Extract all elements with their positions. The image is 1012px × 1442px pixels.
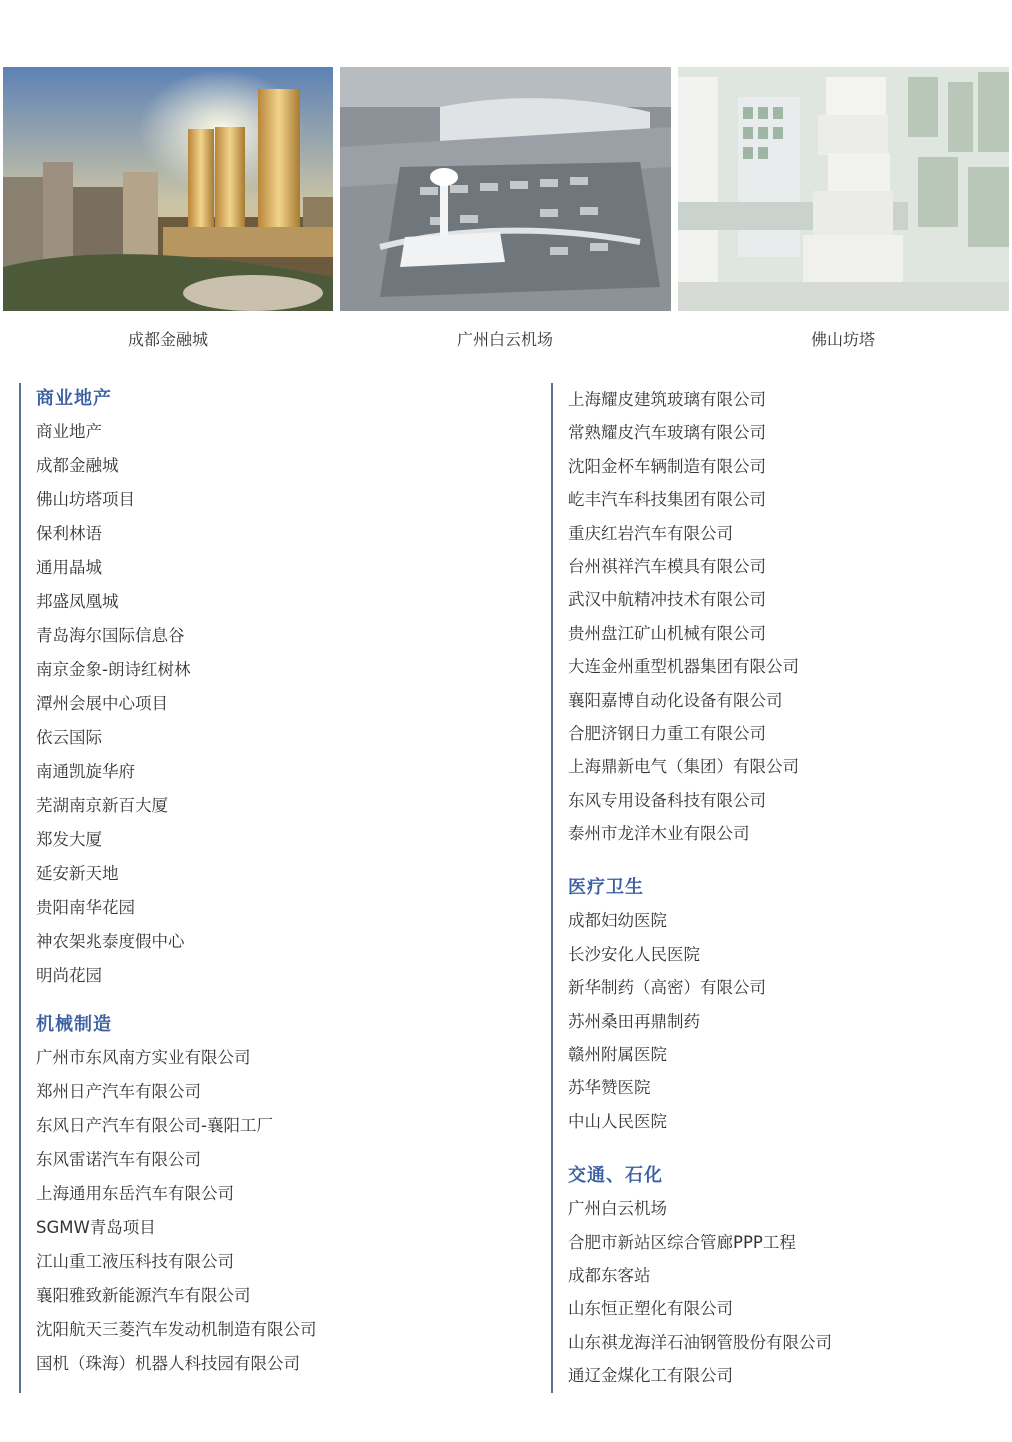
list-item: 沈阳航天三菱汽车发动机制造有限公司 (36, 1320, 317, 1339)
section-title: 医疗卫生 (568, 877, 644, 899)
section-title: 商业地产 (36, 388, 112, 409)
list-item: SGMW青岛项目 (36, 1218, 156, 1237)
section-gap (36, 993, 521, 1009)
list-item: 潭州会展中心项目 (36, 694, 168, 713)
list-item: 南通凯旋华府 (36, 762, 135, 781)
list-item: 郑发大厦 (36, 830, 102, 849)
list-item: 郑州日产汽车有限公司 (36, 1082, 201, 1101)
section-gap (568, 850, 993, 872)
list-item: 新华制药（高密）有限公司 (568, 978, 766, 998)
list-item: 屹丰汽车科技集团有限公司 (568, 490, 766, 510)
list-item: 上海通用东岳汽车有限公司 (36, 1184, 234, 1203)
list-item: 佛山坊塔项目 (36, 490, 135, 509)
list-item: 武汉中航精冲技术有限公司 (568, 590, 766, 610)
section-title: 交通、石化 (568, 1165, 663, 1187)
list-item: 延安新天地 (36, 864, 119, 883)
list-item: 大连金州重型机器集团有限公司 (568, 657, 799, 677)
list-item: 山东祺龙海洋石油钢管股份有限公司 (568, 1332, 832, 1352)
photo-caption-2: 广州白云机场 (456, 330, 553, 349)
item-list (36, 415, 521, 993)
list-item: 泰州市龙洋木业有限公司 (568, 824, 750, 844)
list-item: 通用晶城 (36, 558, 102, 577)
photo-chengdu-financial-city (3, 67, 333, 311)
list-item: 重庆红岩汽车有限公司 (568, 523, 733, 543)
right-column-content (568, 383, 993, 1393)
list-item: 赣州附属医院 (568, 1045, 667, 1065)
list-item: 国机（珠海）机器人科技园有限公司 (36, 1354, 300, 1373)
list-item: 襄阳嘉博自动化设备有限公司 (568, 690, 783, 710)
item-list (36, 1041, 521, 1381)
photo-caption-1: 成都金融城 (127, 330, 208, 349)
list-item: 保利林语 (36, 524, 102, 543)
item-list (568, 383, 993, 850)
list-item: 上海耀皮建筑玻璃有限公司 (568, 390, 766, 409)
list-item: 上海鼎新电气（集团）有限公司 (568, 757, 799, 777)
list-item: 广州白云机场 (568, 1199, 667, 1219)
left-column (19, 383, 521, 1393)
list-item: 中山人民医院 (568, 1111, 667, 1131)
list-item: 苏华赞医院 (568, 1078, 651, 1098)
list-item: 广州市东风南方实业有限公司 (36, 1048, 251, 1067)
list-item: 山东恒正塑化有限公司 (568, 1299, 733, 1319)
list-item: 襄阳雅致新能源汽车有限公司 (36, 1286, 251, 1305)
list-item: 贵州盘江矿山机械有限公司 (568, 623, 766, 643)
list-item: 芜湖南京新百大厦 (36, 796, 168, 815)
item-list (568, 904, 993, 1138)
left-column-content (36, 383, 521, 1381)
list-item: 青岛海尔国际信息谷 (36, 626, 185, 645)
list-item: 贵阳南华花园 (36, 898, 135, 917)
photo-foshan-fang-tower (678, 67, 1009, 311)
list-item: 邦盛凤凰城 (36, 592, 119, 611)
list-item: 合肥济钢日力重工有限公司 (568, 723, 766, 743)
right-column (551, 383, 993, 1393)
list-item: 合肥市新站区综合管廊PPP工程 (568, 1232, 796, 1252)
list-item: 常熟耀皮汽车玻璃有限公司 (568, 423, 766, 443)
item-list (568, 1192, 993, 1392)
section-title: 机械制造 (36, 1014, 112, 1035)
section-gap (568, 1138, 993, 1160)
list-item: 商业地产 (36, 422, 102, 441)
list-item: 东风专用设备科技有限公司 (568, 790, 766, 810)
list-item: 成都妇幼医院 (568, 911, 667, 931)
list-item: 神农架兆泰度假中心 (36, 932, 185, 951)
list-item: 依云国际 (36, 728, 102, 747)
photo-guangzhou-baiyun-airport (340, 67, 671, 311)
list-item: 成都东客站 (568, 1265, 651, 1285)
list-item: 台州祺祥汽车模具有限公司 (568, 556, 766, 576)
list-item: 成都金融城 (36, 456, 119, 475)
list-item: 南京金象-朗诗红树林 (36, 660, 191, 679)
list-item: 东风日产汽车有限公司-襄阳工厂 (36, 1116, 273, 1135)
photo-caption-3: 佛山坊塔 (810, 330, 875, 349)
list-item: 长沙安化人民医院 (568, 944, 700, 964)
list-item: 沈阳金杯车辆制造有限公司 (568, 456, 766, 476)
list-item: 明尚花园 (36, 966, 102, 985)
list-item: 通辽金煤化工有限公司 (568, 1366, 733, 1386)
photo-strip (3, 67, 1009, 311)
list-item: 苏州桑田再鼎制药 (568, 1011, 700, 1031)
list-item: 江山重工液压科技有限公司 (36, 1252, 234, 1271)
list-item: 东风雷诺汽车有限公司 (36, 1150, 201, 1169)
